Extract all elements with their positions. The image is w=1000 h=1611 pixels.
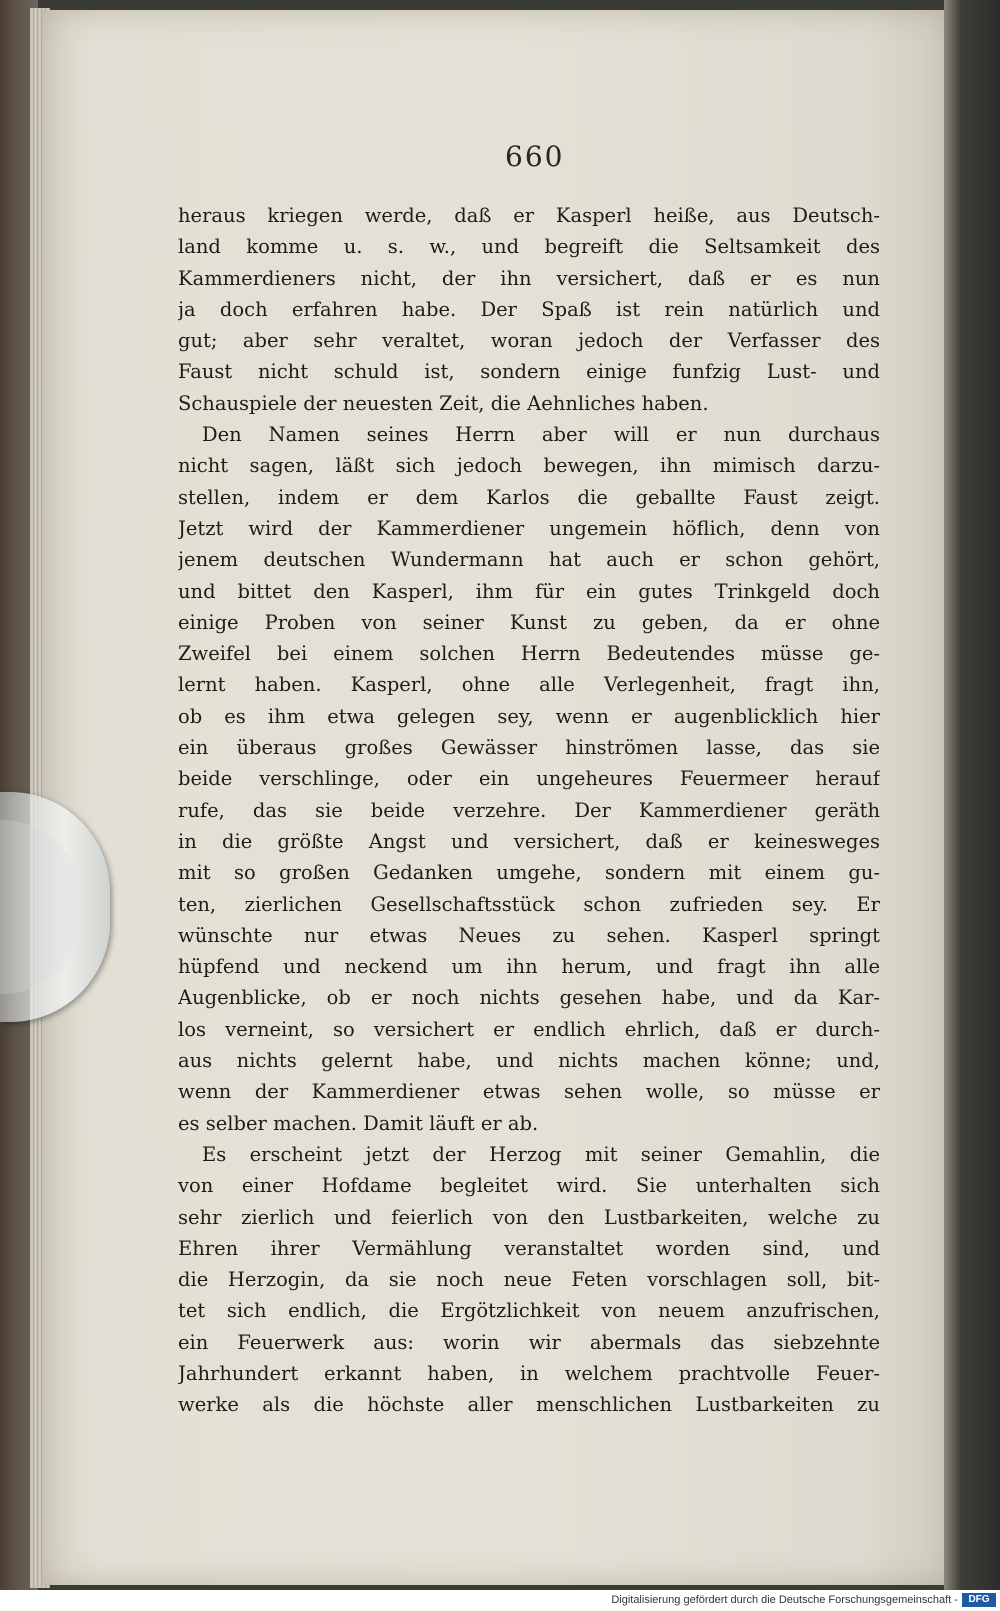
text-line: Jetzt wird der Kammerdiener ungemein höflich, denn von: [178, 516, 880, 540]
text-line: von einer Hofdame begleitet wird. Sie unterhalten sich: [178, 1174, 880, 1198]
text-line: hüpfend und neckend um ihn herum, und fragt ihn alle: [178, 955, 880, 979]
text-line: wenn der Kammerdiener etwas sehen wolle, so müsse er: [178, 1080, 880, 1104]
text-line: die Herzogin, da sie noch neue Feten vorschlagen soll, bit-: [178, 1268, 880, 1292]
text-line: Ehren ihrer Vermählung veranstaltet worden sind, und: [178, 1236, 880, 1260]
text-line: los verneint, so versichert er endlich ehrlich, daß er durch-: [178, 1017, 880, 1041]
text-line: Augenblicke, ob er noch nichts gesehen habe, und da Kar-: [178, 986, 880, 1010]
text-line: Den Namen seines Herrn aber will er nun durchaus: [202, 423, 880, 447]
footer-credit: Digitalisierung gefördert durch die Deutsche Forschungsgemeinschaft -: [611, 1594, 958, 1606]
text-line: heraus kriegen werde, daß er Kasperl heiße, aus Deutsch-: [178, 204, 880, 227]
text-line: ein überaus großes Gewässer hinströmen lasse, das sie: [178, 736, 880, 760]
text-line: jenem deutschen Wundermann hat auch er schon gehört,: [178, 548, 880, 572]
text-line: aus nichts gelernt habe, und nichts machen könne; und,: [178, 1049, 880, 1073]
text-line: ob es ihm etwa gelegen sey, wenn er augenblicklich hier: [178, 704, 880, 728]
text-line: es selber machen. Damit läuft er ab.: [178, 1111, 539, 1135]
text-line: sehr zierlich und feierlich von den Lustbarkeiten, welche zu: [178, 1205, 880, 1229]
page-number: 660: [505, 140, 565, 173]
text-line: Es erscheint jetzt der Herzog mit seiner Gemahlin, die: [202, 1142, 880, 1166]
digitization-footer: [0, 1590, 1000, 1611]
text-line: in die größte Angst und versichert, daß er keinesweges: [178, 829, 880, 853]
text-line: und bittet den Kasperl, ihm für ein gutes Trinkgeld doch: [178, 579, 880, 603]
text-line: einige Proben von seiner Kunst zu geben, da er ohne: [178, 610, 880, 634]
text-line: lernt haben. Kasperl, ohne alle Verlegenheit, fragt ihn,: [178, 673, 880, 697]
text-line: beide verschlinge, oder ein ungeheures Feuermeer herauf: [178, 767, 880, 791]
text-line: land komme u. s. w., und begreift die Seltsamkeit des: [178, 235, 880, 259]
text-line: ten, zierlichen Gesellschaftsstück schon zufrieden sey. Er: [178, 892, 880, 916]
text-line: werke als die höchste aller menschlichen Lustbarkeiten zu: [178, 1393, 880, 1417]
text-line: rufe, das sie beide verzehre. Der Kammerdiener geräth: [178, 798, 880, 822]
text-line: Kammerdieners nicht, der ihn versichert, daß er es nun: [178, 266, 880, 290]
right-shadow: [944, 0, 1000, 1590]
text-line: mit so großen Gedanken umgehe, sondern mit einem gu-: [178, 861, 880, 885]
text-line: wünschte nur etwas Neues zu sehen. Kasperl springt: [178, 923, 880, 947]
text-line: Faust nicht schuld ist, sondern einige funfzig Lust- und: [178, 360, 880, 384]
text-line: ein Feuerwerk aus: worin wir abermals das siebzehnte: [178, 1330, 880, 1354]
text-line: stellen, indem er dem Karlos die geballte Faust zeigt.: [178, 485, 880, 509]
text-line: ja doch erfahren habe. Der Spaß ist rein natürlich und: [178, 297, 880, 321]
text-line: gut; aber sehr veraltet, woran jedoch der Verfasser des: [178, 329, 880, 353]
text-line: Zweifel bei einem solchen Herrn Bedeutendes müsse ge-: [178, 642, 880, 666]
text-line: Jahrhundert erkannt haben, in welchem prachtvolle Feuer-: [178, 1361, 880, 1385]
dfg-logo[interactable]: DFG: [962, 1593, 996, 1607]
text-line: Schauspiele der neuesten Zeit, die Aehnliches haben.: [178, 391, 709, 415]
body-text: [178, 200, 880, 1421]
text-line: tet sich endlich, die Ergötzlichkeit von neuem anzufrischen,: [178, 1299, 880, 1323]
text-line: nicht sagen, läßt sich jedoch bewegen, ihn mimisch darzu-: [178, 454, 880, 478]
